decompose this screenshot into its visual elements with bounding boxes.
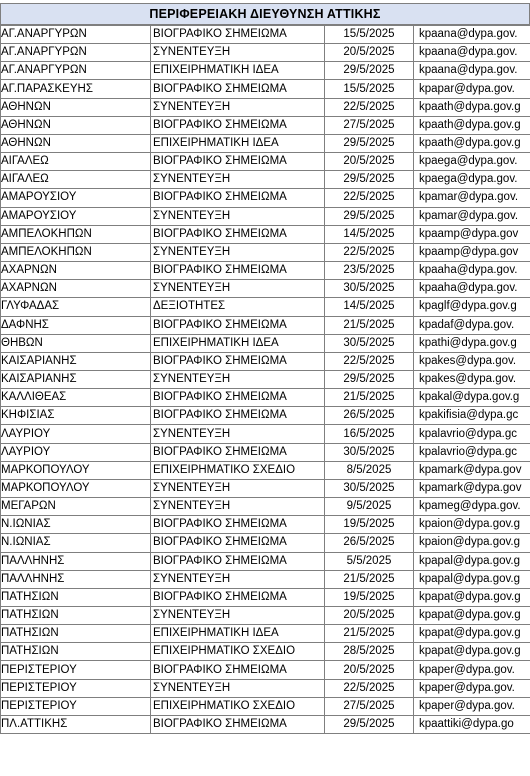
activity-cell[interactable]: ΒΙΟΓΡΑΦΙΚΟ ΣΗΜΕΙΩΜΑ — [151, 153, 325, 171]
email-cell[interactable]: kpapal@dypa.gov.g — [414, 552, 530, 570]
date-cell[interactable]: 21/5/2025 — [325, 389, 414, 407]
table-row — [1, 479, 530, 497]
table-row — [1, 225, 530, 243]
email-cell[interactable]: kpaattiki@dypa.go — [414, 715, 530, 733]
date-cell[interactable]: 15/5/2025 — [325, 26, 414, 44]
email-cell[interactable]: kpapar@dypa.gov. — [414, 80, 530, 98]
date-cell[interactable]: 29/5/2025 — [325, 370, 414, 388]
activity-cell[interactable]: ΒΙΟΓΡΑΦΙΚΟ ΣΗΜΕΙΩΜΑ — [151, 262, 325, 280]
date-cell[interactable]: 28/5/2025 — [325, 643, 414, 661]
office-cell[interactable]: Ν.ΙΩΝΙΑΣ — [1, 516, 151, 534]
activity-cell[interactable]: ΕΠΙΧΕΙΡΗΜΑΤΙΚΟ ΣΧΕΔΙΟ — [151, 697, 325, 715]
workshop-schedule-table — [0, 25, 530, 734]
office-cell[interactable]: ΠΑΤΗΣΙΩΝ — [1, 643, 151, 661]
activity-cell[interactable]: ΒΙΟΓΡΑΦΙΚΟ ΣΗΜΕΙΩΜΑ — [151, 116, 325, 134]
email-cell[interactable]: kpameg@dypa.gov. — [414, 498, 530, 516]
activity-cell[interactable]: ΣΥΝΕΝΤΕΥΞΗ — [151, 98, 325, 116]
activity-cell[interactable]: ΣΥΝΕΝΤΕΥΞΗ — [151, 280, 325, 298]
date-cell[interactable]: 26/5/2025 — [325, 407, 414, 425]
date-cell[interactable]: 15/5/2025 — [325, 80, 414, 98]
table-row — [1, 461, 530, 479]
activity-cell[interactable]: ΕΠΙΧΕΙΡΗΜΑΤΙΚΟ ΣΧΕΔΙΟ — [151, 461, 325, 479]
email-cell[interactable]: kpaath@dypa.gov.g — [414, 98, 530, 116]
office-cell[interactable]: ΑΙΓΑΛΕΩ — [1, 153, 151, 171]
date-cell[interactable]: 19/5/2025 — [325, 516, 414, 534]
date-cell[interactable]: 23/5/2025 — [325, 262, 414, 280]
activity-cell[interactable]: ΣΥΝΕΝΤΕΥΞΗ — [151, 243, 325, 261]
activity-cell[interactable]: ΒΙΟΓΡΑΦΙΚΟ ΣΗΜΕΙΩΜΑ — [151, 516, 325, 534]
table-row — [1, 552, 530, 570]
table-row — [1, 425, 530, 443]
table-row — [1, 679, 530, 697]
table-row — [1, 643, 530, 661]
activity-cell[interactable]: ΣΥΝΕΝΤΕΥΞΗ — [151, 171, 325, 189]
email-cell[interactable]: kpakifisia@dypa.gc — [414, 407, 530, 425]
date-cell[interactable]: 30/5/2025 — [325, 479, 414, 497]
activity-cell[interactable]: ΣΥΝΕΝΤΕΥΞΗ — [151, 498, 325, 516]
office-cell[interactable]: ΜΑΡΚΟΠΟΥΛΟΥ — [1, 479, 151, 497]
table-row — [1, 534, 530, 552]
table-row — [1, 389, 530, 407]
email-cell[interactable]: kpaana@dypa.gov. — [414, 62, 530, 80]
activity-cell[interactable]: ΣΥΝΕΝΤΕΥΞΗ — [151, 607, 325, 625]
office-cell[interactable]: Ν.ΙΩΝΙΑΣ — [1, 534, 151, 552]
table-row — [1, 80, 530, 98]
email-cell[interactable]: kpadaf@dypa.gov. — [414, 316, 530, 334]
office-cell[interactable]: ΚΑΙΣΑΡΙΑΝΗΣ — [1, 352, 151, 370]
activity-cell[interactable]: ΒΙΟΓΡΑΦΙΚΟ ΣΗΜΕΙΩΜΑ — [151, 80, 325, 98]
date-cell[interactable]: 29/5/2025 — [325, 715, 414, 733]
date-cell[interactable]: 26/5/2025 — [325, 534, 414, 552]
date-cell[interactable]: 27/5/2025 — [325, 116, 414, 134]
office-cell[interactable]: ΠΑΤΗΣΙΩΝ — [1, 588, 151, 606]
date-cell[interactable]: 30/5/2025 — [325, 280, 414, 298]
office-cell[interactable]: ΛΑΥΡΙΟΥ — [1, 425, 151, 443]
table-row — [1, 153, 530, 171]
email-cell[interactable]: kpamark@dypa.gov — [414, 479, 530, 497]
date-cell[interactable]: 30/5/2025 — [325, 334, 414, 352]
email-cell[interactable]: kpapat@dypa.gov.g — [414, 607, 530, 625]
table-row — [1, 44, 530, 62]
office-cell[interactable]: ΜΕΓΑΡΩΝ — [1, 498, 151, 516]
table-row — [1, 171, 530, 189]
office-cell[interactable]: ΑΧΑΡΝΩΝ — [1, 280, 151, 298]
table-row — [1, 280, 530, 298]
activity-cell[interactable]: ΒΙΟΓΡΑΦΙΚΟ ΣΗΜΕΙΩΜΑ — [151, 661, 325, 679]
office-cell[interactable]: ΠΑΛΛΗΝΗΣ — [1, 570, 151, 588]
table-row — [1, 298, 530, 316]
table-row — [1, 243, 530, 261]
table-row — [1, 262, 530, 280]
email-cell[interactable]: kpaamp@dypa.gov — [414, 243, 530, 261]
activity-cell[interactable]: ΣΥΝΕΝΤΕΥΞΗ — [151, 425, 325, 443]
office-cell[interactable]: ΑΓ.ΠΑΡΑΣΚΕΥΗΣ — [1, 80, 151, 98]
email-cell[interactable]: kpakes@dypa.gov. — [414, 370, 530, 388]
table-row — [1, 625, 530, 643]
activity-cell[interactable]: ΒΙΟΓΡΑΦΙΚΟ ΣΗΜΕΙΩΜΑ — [151, 225, 325, 243]
office-cell[interactable]: ΑΜΑΡΟΥΣΙΟΥ — [1, 207, 151, 225]
office-cell[interactable]: ΑΜΠΕΛΟΚΗΠΩΝ — [1, 243, 151, 261]
date-cell[interactable]: 29/5/2025 — [325, 134, 414, 152]
email-cell[interactable]: kpaglf@dypa.gov.g — [414, 298, 530, 316]
office-cell[interactable]: ΠΕΡΙΣΤΕΡΙΟΥ — [1, 679, 151, 697]
email-cell[interactable]: kpaion@dypa.gov.g — [414, 516, 530, 534]
date-cell[interactable]: 20/5/2025 — [325, 153, 414, 171]
office-cell[interactable]: ΠΕΡΙΣΤΕΡΙΟΥ — [1, 661, 151, 679]
activity-cell[interactable]: ΕΠΙΧΕΙΡΗΜΑΤΙΚΗ ΙΔΕΑ — [151, 334, 325, 352]
office-cell[interactable]: ΑΧΑΡΝΩΝ — [1, 262, 151, 280]
table-row — [1, 516, 530, 534]
date-cell[interactable]: 19/5/2025 — [325, 588, 414, 606]
date-cell[interactable]: 21/5/2025 — [325, 316, 414, 334]
date-cell[interactable]: 9/5/2025 — [325, 498, 414, 516]
table-row — [1, 498, 530, 516]
table-row — [1, 134, 530, 152]
office-cell[interactable]: ΚΑΛΛΙΘΕΑΣ — [1, 389, 151, 407]
office-cell[interactable]: ΠΛ.ΑΤΤΙΚΗΣ — [1, 715, 151, 733]
date-cell[interactable]: 21/5/2025 — [325, 570, 414, 588]
office-cell[interactable]: ΓΛΥΦΑΔΑΣ — [1, 298, 151, 316]
office-cell[interactable]: ΘΗΒΩΝ — [1, 334, 151, 352]
activity-cell[interactable]: ΣΥΝΕΝΤΕΥΞΗ — [151, 207, 325, 225]
table-row — [1, 98, 530, 116]
activity-cell[interactable]: ΣΥΝΕΝΤΕΥΞΗ — [151, 570, 325, 588]
email-cell[interactable]: kpamar@dypa.gov. — [414, 207, 530, 225]
table-row — [1, 607, 530, 625]
table-row — [1, 697, 530, 715]
email-cell[interactable]: kpapal@dypa.gov.g — [414, 570, 530, 588]
activity-cell[interactable]: ΒΙΟΓΡΑΦΙΚΟ ΣΗΜΕΙΩΜΑ — [151, 588, 325, 606]
table-row — [1, 570, 530, 588]
email-cell[interactable]: kpalavrio@dypa.gc — [414, 443, 530, 461]
office-cell[interactable]: ΔΑΦΝΗΣ — [1, 316, 151, 334]
office-cell[interactable]: ΠΑΤΗΣΙΩΝ — [1, 607, 151, 625]
office-cell[interactable]: ΑΓ.ΑΝΑΡΓΥΡΩΝ — [1, 44, 151, 62]
activity-cell[interactable]: ΣΥΝΕΝΤΕΥΞΗ — [151, 479, 325, 497]
office-cell[interactable]: ΑΘΗΝΩΝ — [1, 134, 151, 152]
date-cell[interactable]: 8/5/2025 — [325, 461, 414, 479]
table-row — [1, 62, 530, 80]
table-row — [1, 316, 530, 334]
office-cell[interactable]: ΠΑΛΛΗΝΗΣ — [1, 552, 151, 570]
date-cell[interactable]: 20/5/2025 — [325, 607, 414, 625]
activity-cell[interactable]: ΒΙΟΓΡΑΦΙΚΟ ΣΗΜΕΙΩΜΑ — [151, 189, 325, 207]
date-cell[interactable]: 27/5/2025 — [325, 697, 414, 715]
date-cell[interactable]: 16/5/2025 — [325, 425, 414, 443]
email-cell[interactable]: kpamar@dypa.gov. — [414, 189, 530, 207]
email-cell[interactable]: kpakal@dypa.gov.g — [414, 389, 530, 407]
email-cell[interactable]: kpalavrio@dypa.gc — [414, 425, 530, 443]
activity-cell[interactable]: ΔΕΞΙΟΤΗΤΕΣ — [151, 298, 325, 316]
email-cell[interactable]: kpaaha@dypa.gov. — [414, 262, 530, 280]
date-cell[interactable]: 29/5/2025 — [325, 171, 414, 189]
table-row — [1, 189, 530, 207]
activity-cell[interactable]: ΒΙΟΓΡΑΦΙΚΟ ΣΗΜΕΙΩΜΑ — [151, 443, 325, 461]
email-cell[interactable]: kpaper@dypa.gov. — [414, 661, 530, 679]
activity-cell[interactable]: ΒΙΟΓΡΑΦΙΚΟ ΣΗΜΕΙΩΜΑ — [151, 26, 325, 44]
date-cell[interactable]: 22/5/2025 — [325, 352, 414, 370]
email-cell[interactable]: kpaper@dypa.gov. — [414, 679, 530, 697]
activity-cell[interactable]: ΕΠΙΧΕΙΡΗΜΑΤΙΚΟ ΣΧΕΔΙΟ — [151, 643, 325, 661]
date-cell[interactable]: 20/5/2025 — [325, 44, 414, 62]
email-cell[interactable]: kpapat@dypa.gov.g — [414, 588, 530, 606]
date-cell[interactable]: 5/5/2025 — [325, 552, 414, 570]
office-cell[interactable]: ΑΓ.ΑΝΑΡΓΥΡΩΝ — [1, 26, 151, 44]
activity-cell[interactable]: ΣΥΝΕΝΤΕΥΞΗ — [151, 679, 325, 697]
email-cell[interactable]: kpaamp@dypa.gov — [414, 225, 530, 243]
activity-cell[interactable]: ΒΙΟΓΡΑΦΙΚΟ ΣΗΜΕΙΩΜΑ — [151, 534, 325, 552]
activity-cell[interactable]: ΒΙΟΓΡΑΦΙΚΟ ΣΗΜΕΙΩΜΑ — [151, 407, 325, 425]
table-row — [1, 352, 530, 370]
activity-cell[interactable]: ΒΙΟΓΡΑΦΙΚΟ ΣΗΜΕΙΩΜΑ — [151, 316, 325, 334]
email-cell[interactable]: kpaath@dypa.gov.g — [414, 134, 530, 152]
office-cell[interactable]: ΑΜΠΕΛΟΚΗΠΩΝ — [1, 225, 151, 243]
email-cell[interactable]: kpaion@dypa.gov.g — [414, 534, 530, 552]
office-cell[interactable]: ΑΘΗΝΩΝ — [1, 116, 151, 134]
table-row — [1, 370, 530, 388]
date-cell[interactable]: 22/5/2025 — [325, 189, 414, 207]
office-cell[interactable]: ΛΑΥΡΙΟΥ — [1, 443, 151, 461]
email-cell[interactable]: kpapat@dypa.gov.g — [414, 625, 530, 643]
date-cell[interactable]: 22/5/2025 — [325, 98, 414, 116]
date-cell[interactable]: 29/5/2025 — [325, 62, 414, 80]
activity-cell[interactable]: ΒΙΟΓΡΑΦΙΚΟ ΣΗΜΕΙΩΜΑ — [151, 552, 325, 570]
activity-cell[interactable]: ΒΙΟΓΡΑΦΙΚΟ ΣΗΜΕΙΩΜΑ — [151, 715, 325, 733]
email-cell[interactable]: kpaaha@dypa.gov. — [414, 280, 530, 298]
date-cell[interactable]: 20/5/2025 — [325, 661, 414, 679]
email-cell[interactable]: kpaper@dypa.gov. — [414, 697, 530, 715]
office-cell[interactable]: ΜΑΡΚΟΠΟΥΛΟΥ — [1, 461, 151, 479]
activity-cell[interactable]: ΣΥΝΕΝΤΕΥΞΗ — [151, 44, 325, 62]
activity-cell[interactable]: ΒΙΟΓΡΑΦΙΚΟ ΣΗΜΕΙΩΜΑ — [151, 352, 325, 370]
table-row — [1, 443, 530, 461]
email-cell[interactable]: kpaana@dypa.gov. — [414, 44, 530, 62]
office-cell[interactable]: ΚΑΙΣΑΡΙΑΝΗΣ — [1, 370, 151, 388]
table-row — [1, 588, 530, 606]
table-row — [1, 715, 530, 733]
email-cell[interactable]: kpaana@dypa.gov. — [414, 26, 530, 44]
email-cell[interactable]: kpathi@dypa.gov.g — [414, 334, 530, 352]
office-cell[interactable]: ΚΗΦΙΣΙΑΣ — [1, 407, 151, 425]
email-cell[interactable]: kpaath@dypa.gov.g — [414, 116, 530, 134]
activity-cell[interactable]: ΕΠΙΧΕΙΡΗΜΑΤΙΚΗ ΙΔΕΑ — [151, 62, 325, 80]
table-row — [1, 207, 530, 225]
date-cell[interactable]: 22/5/2025 — [325, 679, 414, 697]
activity-cell[interactable]: ΕΠΙΧΕΙΡΗΜΑΤΙΚΗ ΙΔΕΑ — [151, 625, 325, 643]
table-row — [1, 26, 530, 44]
table-title: ΠΕΡΙΦΕΡΕΙΑΚΗ ΔΙΕΥΘΥΝΣΗ ΑΤΤΙΚΗΣ — [0, 3, 530, 25]
activity-cell[interactable]: ΕΠΙΧΕΙΡΗΜΑΤΙΚΗ ΙΔΕΑ — [151, 134, 325, 152]
table-row — [1, 116, 530, 134]
date-cell[interactable]: 14/5/2025 — [325, 298, 414, 316]
office-cell[interactable]: ΑΓ.ΑΝΑΡΓΥΡΩΝ — [1, 62, 151, 80]
date-cell[interactable]: 22/5/2025 — [325, 243, 414, 261]
date-cell[interactable]: 30/5/2025 — [325, 443, 414, 461]
email-cell[interactable]: kpapat@dypa.gov.g — [414, 643, 530, 661]
activity-cell[interactable]: ΒΙΟΓΡΑΦΙΚΟ ΣΗΜΕΙΩΜΑ — [151, 389, 325, 407]
office-cell[interactable]: ΠΕΡΙΣΤΕΡΙΟΥ — [1, 697, 151, 715]
activity-cell[interactable]: ΣΥΝΕΝΤΕΥΞΗ — [151, 370, 325, 388]
office-cell[interactable]: ΑΙΓΑΛΕΩ — [1, 171, 151, 189]
date-cell[interactable]: 29/5/2025 — [325, 207, 414, 225]
date-cell[interactable]: 14/5/2025 — [325, 225, 414, 243]
email-cell[interactable]: kpakes@dypa.gov. — [414, 352, 530, 370]
email-cell[interactable]: kpamark@dypa.gov — [414, 461, 530, 479]
table-row — [1, 407, 530, 425]
office-cell[interactable]: ΑΘΗΝΩΝ — [1, 98, 151, 116]
table-row — [1, 661, 530, 679]
office-cell[interactable]: ΑΜΑΡΟΥΣΙΟΥ — [1, 189, 151, 207]
email-cell[interactable]: kpaega@dypa.gov. — [414, 171, 530, 189]
table-row — [1, 334, 530, 352]
date-cell[interactable]: 21/5/2025 — [325, 625, 414, 643]
office-cell[interactable]: ΠΑΤΗΣΙΩΝ — [1, 625, 151, 643]
email-cell[interactable]: kpaega@dypa.gov. — [414, 153, 530, 171]
